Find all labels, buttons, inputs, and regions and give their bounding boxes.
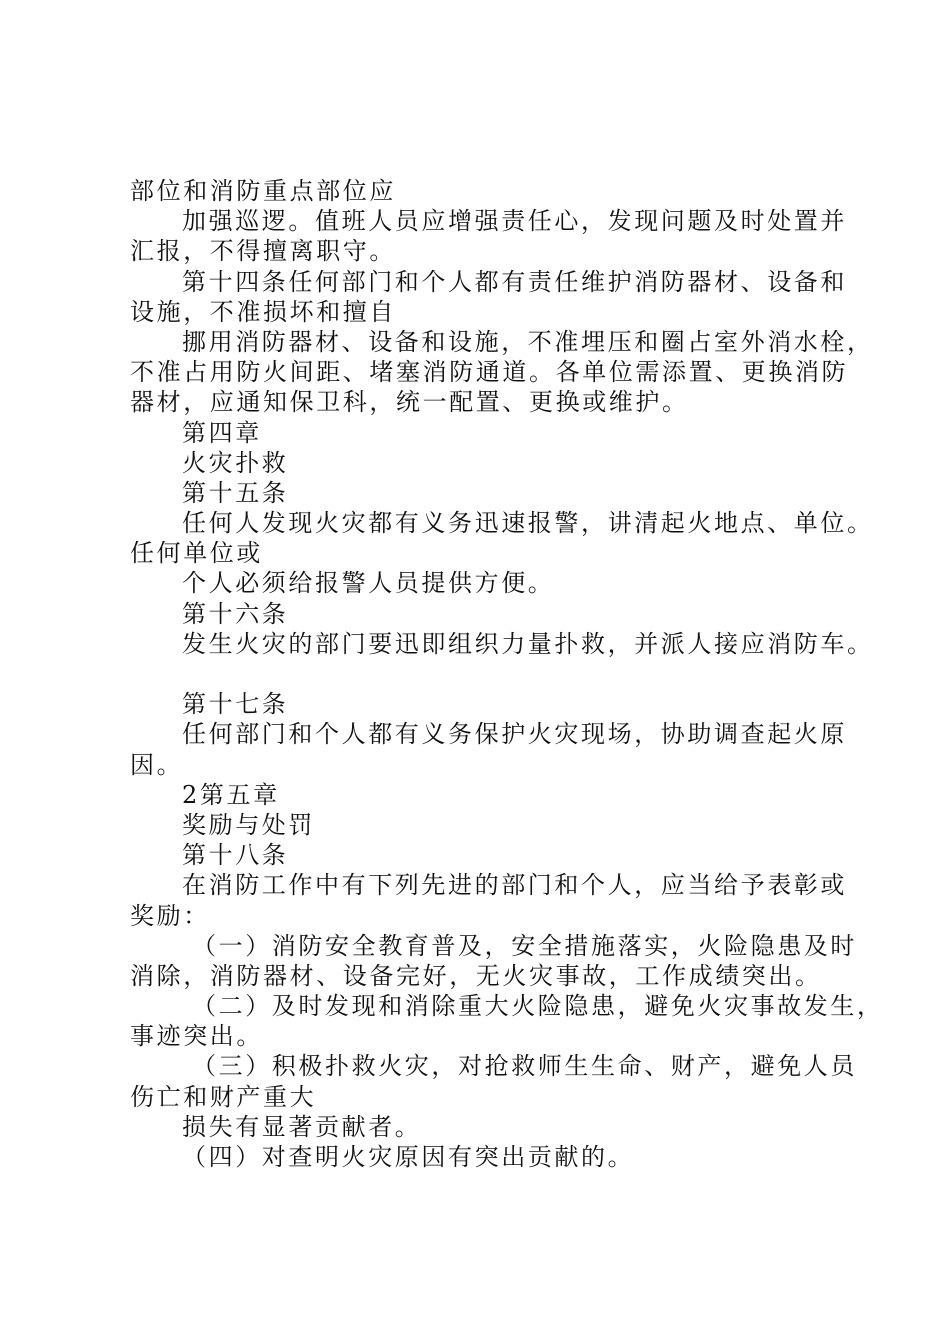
chapter-heading: 2第五章 bbox=[182, 780, 280, 809]
text-line: 消除，消防器材、设备完好，无火灾事故，工作成绩突出。 bbox=[130, 961, 822, 990]
text-line: 损失有显著贡献者。 bbox=[182, 1112, 422, 1141]
text-line: 挪用消防器材、设备和设施，不准埋压和圈占室外消水栓， bbox=[182, 327, 874, 356]
text-line: 任何部门和个人都有义务保护火灾现场，协助调查起火原 bbox=[182, 720, 847, 749]
article-heading: 第十五条 bbox=[182, 478, 289, 507]
list-item: （三）积极扑救火灾，对抢救师生生命、财产，避免人员 bbox=[192, 1052, 857, 1081]
text-line: 汇报，不得擅离职守。 bbox=[130, 237, 396, 266]
list-item: （一）消防安全教育普及，安全措施落实，火险隐患及时 bbox=[192, 931, 857, 960]
text-line: 在消防工作中有下列先进的部门和个人，应当给予表彰或 bbox=[182, 871, 847, 900]
list-item: （四）对查明火灾原因有突出贡献的。 bbox=[182, 1143, 635, 1171]
document-body bbox=[130, 176, 884, 1172]
chapter-title: 火灾扑救 bbox=[182, 448, 289, 477]
list-item: （二）及时发现和消除重大火险隐患，避免火灾事故发生， bbox=[192, 992, 884, 1021]
text-line: 伤亡和财产重大 bbox=[130, 1082, 317, 1111]
text-line: 部位和消防重点部位应 bbox=[130, 177, 396, 205]
text-line: 事迹突出。 bbox=[130, 1022, 263, 1051]
text-line: 第十四条任何部门和个人都有责任维护消防器材、设备和 bbox=[182, 267, 847, 296]
chapter-heading: 第四章 bbox=[182, 418, 262, 447]
chapter-title: 奖励与处罚 bbox=[182, 810, 315, 839]
text-line: 个人必须给报警人员提供方便。 bbox=[182, 569, 555, 598]
text-line: 任何单位或 bbox=[130, 539, 263, 568]
text-line: 设施，不准损坏和擅自 bbox=[130, 297, 396, 326]
blank-line bbox=[130, 659, 850, 689]
text-line: 发生火灾的部门要迅即组织力量扑救，并派人接应消防车。 bbox=[182, 629, 874, 658]
article-heading: 第十六条 bbox=[182, 599, 289, 628]
article-heading: 第十七条 bbox=[182, 690, 289, 719]
text-line: 不准占用防火间距、堵塞消防通道。各单位需添置、更换消防 bbox=[130, 358, 849, 387]
text-line: 奖励： bbox=[130, 901, 210, 930]
text-line: 加强巡逻。值班人员应增强责任心，发现问题及时处置并 bbox=[182, 207, 847, 236]
text-line: 因。 bbox=[130, 750, 184, 779]
text-line: 器材，应通知保卫科，统一配置、更换或维护。 bbox=[130, 388, 689, 417]
text-line: 任何人发现火灾都有义务迅速报警，讲清起火地点、单位。 bbox=[182, 509, 874, 538]
article-heading: 第十八条 bbox=[182, 841, 289, 870]
